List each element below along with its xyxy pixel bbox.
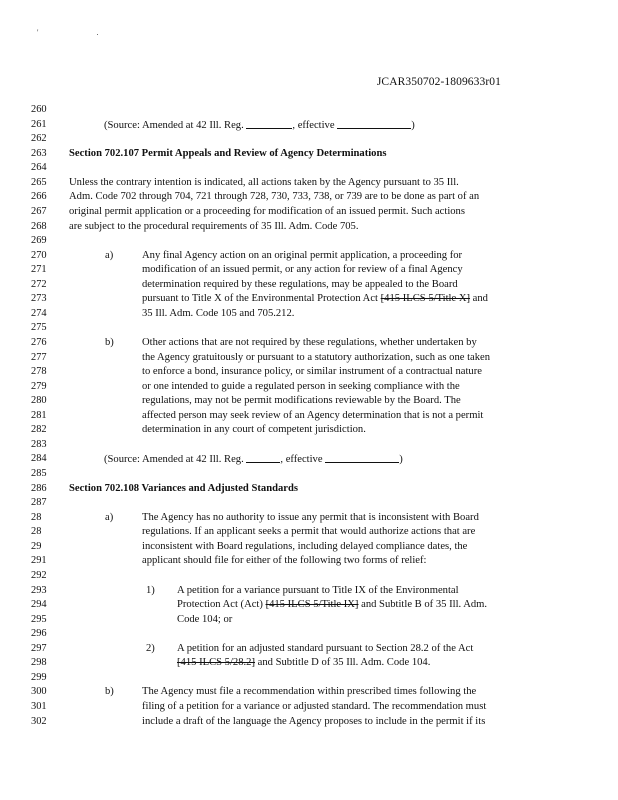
line-number: 273: [31, 293, 47, 305]
line-text: [177, 656, 430, 670]
line-text: [142, 292, 488, 306]
line-text: [142, 394, 461, 408]
line-number: 278: [31, 366, 47, 378]
line-number: 292: [31, 569, 47, 581]
line-text: [69, 176, 459, 190]
text-run: Code 104; or: [177, 613, 233, 625]
line-number: 301: [31, 701, 47, 712]
line-number: 279: [31, 380, 47, 392]
text-run: or one intended to guide a regulated person in seeking compliance with the: [142, 380, 460, 392]
struck-citation: [415 ILCS 5/Title X]: [380, 293, 471, 305]
line-text: [177, 598, 487, 612]
document-line: [0, 321, 618, 335]
document-line: [0, 584, 618, 598]
line-number: 271: [31, 264, 47, 276]
line-number: 285: [31, 468, 47, 479]
text-run: determination in any court of competent jurisdiction.: [142, 424, 366, 436]
document-line: [0, 423, 618, 437]
document-line: [0, 132, 618, 146]
line-number: 269: [31, 235, 47, 246]
line-number: 286: [31, 482, 47, 494]
line-text: [69, 147, 387, 161]
document-line: [0, 336, 618, 350]
document-line: [0, 627, 618, 641]
text-run: (Source: Amended at 42 Ill. Reg.: [104, 454, 247, 466]
line-text: [142, 540, 467, 554]
line-text: [177, 584, 459, 598]
text-run: affected person may seek review of an Agency determination that is not a permit: [142, 409, 484, 421]
document-line: [0, 234, 618, 248]
line-number: 280: [31, 395, 47, 407]
document-line: [0, 161, 618, 175]
text-run: pursuant to Title X of the Environmental Protection Act: [142, 293, 381, 305]
document-line: [0, 190, 618, 204]
text-run: Any final Agency action on an original permit application, a proceeding for: [142, 249, 463, 261]
text-run: The Agency must file a recommendation within prescribed times following the: [142, 686, 477, 698]
line-text: [142, 423, 366, 437]
section-heading: Section 702.107 Permit Appeals and Review of Agency Determinations: [69, 147, 387, 159]
list-label: b): [105, 686, 114, 698]
line-number: 270: [31, 249, 47, 261]
line-number: 281: [31, 409, 47, 421]
list-label: a): [105, 511, 114, 523]
document-line: [0, 365, 618, 379]
document-line: [0, 452, 618, 466]
text-run: and Subtitle D of 35 Ill. Adm. Code 104.: [254, 657, 431, 669]
section-heading: Section 702.108 Variances and Adjusted Standards: [69, 482, 298, 494]
line-text: [177, 642, 473, 656]
text-run: (Source: Amended at 42 Ill. Reg.: [104, 119, 247, 131]
document-line: [0, 511, 618, 525]
line-number: 28: [31, 511, 42, 523]
line-text: [142, 278, 458, 292]
document-line: [0, 307, 618, 321]
document-line: [0, 278, 618, 292]
line-text: [142, 365, 482, 379]
text-run: modification of an issued permit, or any action for review of a final Agency: [142, 264, 463, 276]
text-run: A petition for a variance pursuant to Title IX of the Environmental: [177, 584, 459, 596]
line-text: [142, 511, 479, 525]
line-number: 276: [31, 337, 47, 348]
text-run: ): [399, 454, 403, 466]
line-number: 282: [31, 424, 47, 436]
text-run: Other actions that are not required by these regulations, whether undertaken by: [142, 337, 477, 348]
document-line: [0, 292, 618, 306]
document-line: [0, 147, 618, 161]
text-run: filing of a petition for a variance or adjusted standard. The recommendation must: [142, 701, 487, 712]
line-text: [177, 613, 232, 627]
line-number: 29: [31, 540, 42, 552]
text-run: regulations, may not be permit modifications reviewable by the Board. The: [142, 395, 461, 407]
document-line: [0, 525, 618, 539]
text-run: inconsistent with Board regulations, including delayed compliance dates, the: [142, 540, 468, 552]
text-run: , effective: [280, 454, 326, 466]
document-line: [0, 656, 618, 670]
document-line: [0, 715, 618, 729]
text-run: original permit application or a proceeding for modification of an issued permit. Such actions: [69, 205, 465, 217]
line-number: 297: [31, 642, 47, 654]
line-number: 277: [31, 351, 47, 363]
document-line: [0, 176, 618, 190]
text-run: to enforce a bond, insurance policy, or similar instrument of a contractual nature: [142, 366, 482, 378]
line-text: [69, 220, 358, 234]
blank-underline: [337, 118, 411, 129]
corner-marks: ' .: [37, 28, 127, 37]
text-run: determination required by these regulations, may be appealed to the Board: [142, 278, 458, 290]
text-run: are subject to the procedural requirements of 35 Ill. Adm. Code 705.: [69, 220, 359, 232]
line-text: [69, 190, 479, 204]
line-number: 291: [31, 555, 47, 567]
line-text: [142, 525, 475, 539]
line-number: 272: [31, 278, 47, 290]
line-text: [142, 249, 462, 263]
line-number: 283: [31, 438, 47, 450]
line-text: [69, 205, 465, 219]
document-id: JCAR350702-1809633r01: [376, 76, 501, 88]
blank-underline: [246, 452, 280, 463]
line-number: 298: [31, 657, 47, 669]
line-number: 300: [31, 686, 47, 698]
document-line: [0, 598, 618, 612]
text-run: Protection Act (Act): [177, 599, 266, 610]
document-line: [0, 394, 618, 408]
line-text: [142, 554, 426, 568]
text-run: and Subtitle B of 35 Ill. Adm.: [358, 599, 488, 610]
document-line: [0, 496, 618, 510]
list-label: a): [105, 249, 114, 261]
line-number: 262: [31, 133, 47, 145]
line-text: [104, 118, 415, 133]
list-label: 1): [146, 584, 155, 596]
document-line: [0, 482, 618, 496]
text-run: The Agency has no authority to issue any permit that is inconsistent with Board: [142, 511, 479, 523]
text-run: A petition for an adjusted standard pursuant to Section 28.2 of the Act: [177, 642, 474, 654]
line-text: [142, 700, 486, 714]
line-text: [142, 351, 490, 365]
text-run: ): [411, 119, 415, 131]
line-text: [142, 263, 463, 277]
line-number: 268: [31, 220, 47, 232]
line-number: 260: [31, 104, 47, 115]
document-line: [0, 685, 618, 699]
line-number: 274: [31, 307, 47, 319]
line-number: 266: [31, 191, 47, 203]
document-line: [0, 569, 618, 583]
line-text: [104, 452, 403, 467]
document-line: [0, 554, 618, 568]
document-line: [0, 700, 618, 714]
line-number: 302: [31, 715, 47, 727]
line-text: [142, 380, 460, 394]
text-run: Adm. Code 702 through 704, 721 through 728, 730, 733, 738, or 739 are to be done as part of an: [69, 191, 480, 203]
list-label: b): [105, 337, 114, 348]
line-number: 296: [31, 628, 47, 640]
text-run: Unless the contrary intention is indicated, all actions taken by the Agency pursuant to 35 Ill.: [69, 176, 459, 188]
document-line: [0, 103, 618, 117]
line-number: 295: [31, 613, 47, 625]
line-number: 293: [31, 584, 47, 596]
document-line: [0, 613, 618, 627]
document-line: [0, 438, 618, 452]
line-number: 263: [31, 147, 47, 159]
line-number: 294: [31, 599, 47, 610]
line-number: 299: [31, 671, 47, 683]
text-run: 35 Ill. Adm. Code 105 and 705.212.: [142, 307, 295, 319]
document-line: [0, 351, 618, 365]
document-line: [0, 220, 618, 234]
document-line: [0, 205, 618, 219]
line-number: 261: [31, 118, 47, 130]
document-line: [0, 118, 618, 132]
line-text: [142, 409, 483, 423]
text-run: , effective: [292, 119, 338, 131]
line-number: 284: [31, 453, 47, 465]
text-run: the Agency gratuitously or pursuant to a statutory authorization, such as one taken: [142, 351, 491, 363]
document-line: [0, 467, 618, 481]
struck-citation: [415 ILCS 5/Title IX]: [265, 599, 359, 610]
line-number: 264: [31, 162, 47, 174]
document-line: [0, 671, 618, 685]
line-number: 28: [31, 526, 42, 538]
line-number: 265: [31, 176, 47, 188]
text-run: include a draft of the language the Agency proposes to include in the permit if its: [142, 715, 486, 727]
text-run: applicant should file for either of the following two forms of relief:: [142, 555, 427, 567]
list-label: 2): [146, 642, 155, 654]
struck-citation: [415 ILCS 5/28.2]: [177, 657, 255, 669]
blank-underline: [246, 118, 292, 129]
line-number: 275: [31, 322, 47, 334]
line-number: 287: [31, 497, 47, 509]
document-line: [0, 409, 618, 423]
document-line: [0, 249, 618, 263]
document-line: [0, 380, 618, 394]
text-run: and: [470, 293, 488, 305]
line-text: [69, 482, 298, 496]
document-line: [0, 263, 618, 277]
document-line: [0, 642, 618, 656]
line-text: [142, 336, 477, 350]
blank-underline: [325, 452, 399, 463]
text-run: regulations. If an applicant seeks a permit that would authorize actions that are: [142, 526, 476, 538]
line-text: [142, 307, 294, 321]
document-line: [0, 540, 618, 554]
line-text: [142, 715, 485, 729]
line-number: 267: [31, 205, 47, 217]
line-text: [142, 685, 476, 699]
